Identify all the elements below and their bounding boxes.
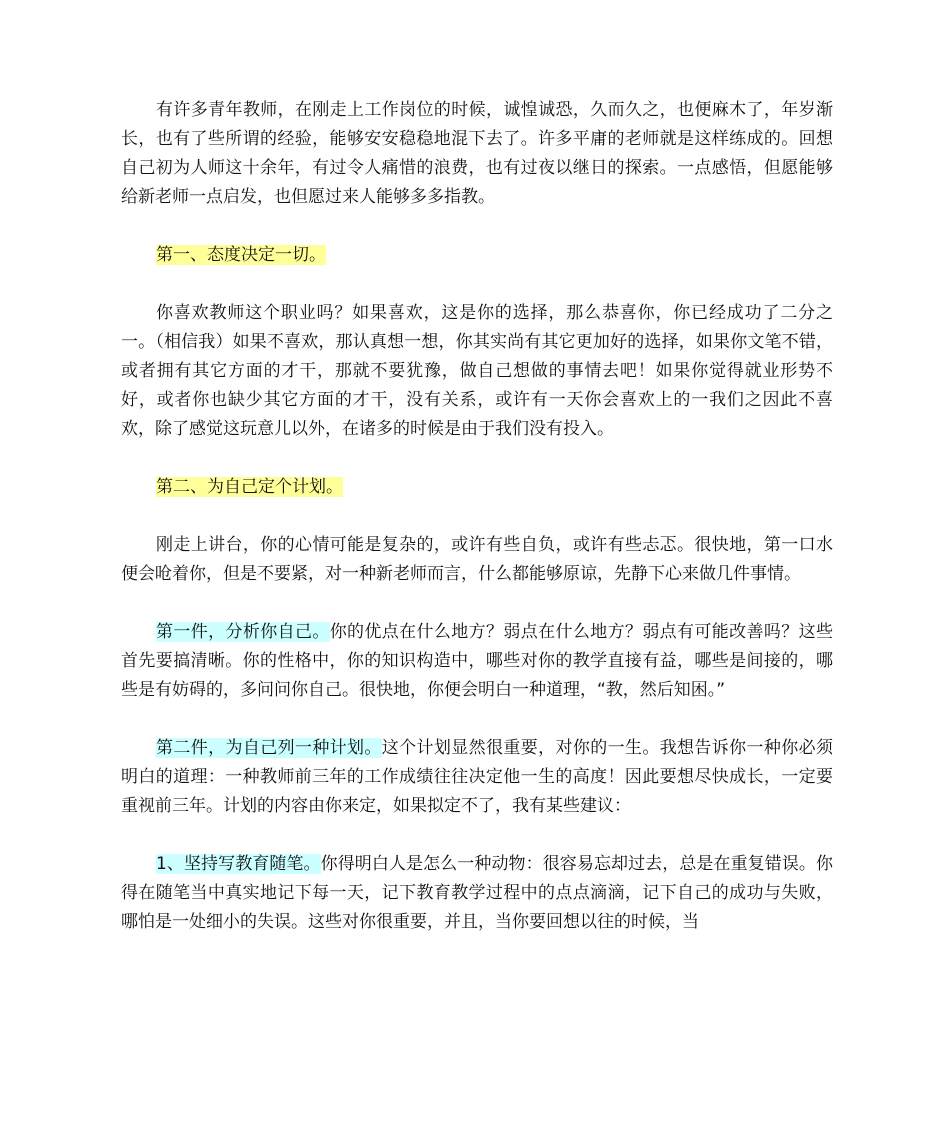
paragraph-body: 你得明白人是怎么一种动物：很容易忘却过去，总是在重复错误。你得在随笔当中真实地记下每一天，记下教育教学过程中的点点滴滴，记下自己的成功与失败，哪怕是一处细小的失误。这些对你很重要，并且，当你要回想以往的时候，当 — [121, 854, 833, 932]
intro-paragraph: 有许多青年教师，在刚走上工作岗位的时候，诚惶诚恐，久而久之，也便麻木了，年岁渐长，也有了些所谓的经验，能够安安稳稳地混下去了。许多平庸的老师就是这样练成的。回想自己初为人师这十余年，有过令人痛惜的浪费，也有过夜以继日的探索。一点感悟，但愿能够给新老师一点启发，也但愿过来人能够多多指教。 — [121, 100, 833, 207]
document-page — [121, 96, 833, 966]
suggestion-one-paragraph — [121, 850, 833, 937]
attitude-paragraph: 你喜欢教师这个职业吗？如果喜欢，这是你的选择，那么恭喜你，你已经成功了二分之一。（相信我）如果不喜欢，那认真想一想，你其实尚有其它更加好的选择，如果你文笔不错，或者拥有其它方面的才干，那就不要犹豫，做自己想做的事情去吧！如果你觉得就业形势不好，或者你也缺少其它方面的才干，没有关系，或许有一天你会喜欢上的一我们之因此不喜欢，除了感觉这玩意儿以外，在诸多的时候是由于我们没有投入。 — [121, 303, 833, 439]
highlighted-heading: 第二、为自己定个计划。 — [156, 477, 343, 497]
plan-paragraph: 刚走上讲台，你的心情可能是复杂的，或许有些自负，或许有些忐忑。很快地，第一口水便会呛着你，但是不要紧，对一种新老师而言，什么都能够原谅，先静下心来做几件事情。 — [121, 535, 833, 584]
highlighted-lead: 第二件，为自己列一种计划。 — [156, 738, 382, 758]
highlighted-lead: 第一件，分析你自己。 — [156, 622, 330, 642]
section-heading-plan — [121, 473, 833, 502]
section-heading-attitude — [121, 241, 833, 270]
first-task-paragraph — [121, 618, 833, 705]
highlighted-heading: 第一、态度决定一切。 — [156, 245, 326, 265]
second-task-paragraph — [121, 734, 833, 821]
paragraph-body: 你的优点在什么地方？弱点在什么地方？弱点有可能改善吗？这些首先要搞清晰。你的性格中，你的知识构造中，哪些对你的教学直接有益，哪些是间接的，哪些是有妨碍的，多问问你自己。很快地，你便会明白一种道理，“教，然后知困。” — [121, 622, 834, 700]
highlighted-lead: 1、坚持写教育随笔。 — [156, 854, 321, 874]
paragraph-body: 这个计划显然很重要，对你的一生。我想告诉你一种你必须明白的道理：一种教师前三年的工作成绩往往决定他一生的高度！因此要想尽快成长，一定要重视前三年。计划的内容由你来定，如果拟定不了，我有某些建议： — [121, 738, 834, 816]
